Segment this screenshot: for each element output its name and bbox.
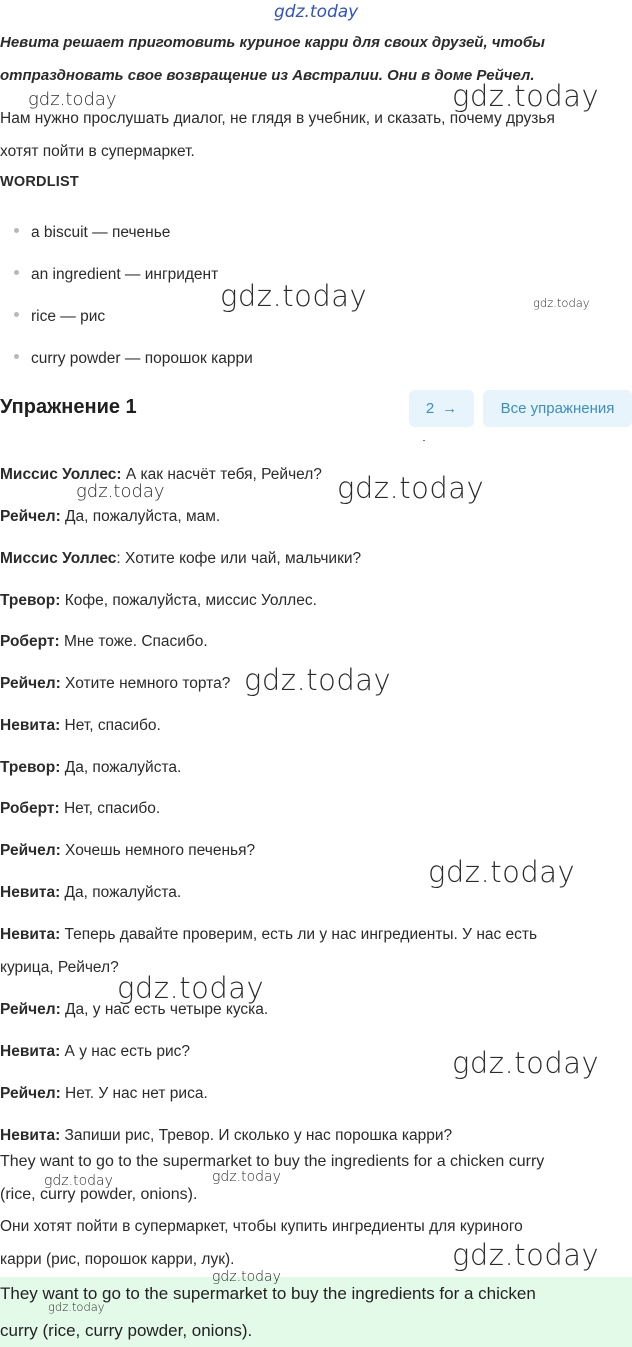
watermark: gdz.today — [428, 855, 576, 889]
exercise-title: Упражнение 1 — [0, 396, 137, 418]
bullet-icon — [14, 312, 19, 317]
wordlist-title: WORDLIST — [0, 174, 79, 190]
answer-ru-line-2: карри (рис, порошок карри, лук). — [0, 1251, 235, 1268]
watermark: gdz.today — [212, 1169, 281, 1185]
bullet-icon — [14, 270, 19, 275]
watermark: gdz.today — [533, 296, 590, 310]
dialog-line: Невита: Запиши рис, Тревор. И сколько у нас порошка карри? — [0, 1127, 453, 1144]
dialog-line: Рейчел: Да, пожалуйста, мам. — [0, 508, 221, 525]
watermark: gdz.today — [117, 971, 265, 1005]
next-exercise-button[interactable] — [409, 390, 474, 427]
dialog-line: Тревор: Да, пожалуйста. — [0, 759, 182, 776]
watermark-top: gdz.today — [274, 2, 359, 22]
answer-en-line-1: They want to go to the supermarket to buy the ingredients for a chicken curry — [0, 1153, 545, 1170]
wordlist-item: an ingredient — ингридент — [14, 266, 218, 284]
dialog-line: Невита: Нет, спасибо. — [0, 717, 161, 734]
dialog-line: Рейчел: Хочешь немного печенья? — [0, 842, 256, 859]
task-line-1: Нам нужно прослушать диалог, не глядя в учебник, и сказать, почему друзья — [0, 110, 555, 127]
watermark: gdz.today — [28, 89, 117, 110]
answer-box-line-1: They want to go to the supermarket to buy the ingredients for a chicken — [0, 1284, 536, 1303]
dialog-line: Миссис Уоллес: А как насчёт тебя, Рейчел? — [0, 466, 322, 483]
answer-en-line-2: (rice, curry powder, onions). — [0, 1186, 198, 1203]
dialog-line: Невита: Да, пожалуйста. — [0, 884, 182, 901]
intro-line-1: Невита решает приготовить куриное карри для своих друзей, чтобы — [0, 34, 545, 51]
next-exercise-label: 2 — [425, 400, 435, 417]
watermark: gdz.today — [452, 1046, 600, 1080]
watermark: gdz.today — [244, 663, 392, 697]
all-exercises-button[interactable]: Все упражнения — [483, 390, 632, 427]
watermark: gdz.today — [44, 1173, 113, 1189]
wordlist-item: curry powder — порошок карри — [14, 350, 253, 368]
watermark: gdz.today — [452, 1238, 600, 1272]
arrow-right-icon: → — [442, 400, 458, 417]
dialog-line: Невита: Теперь давайте проверим, есть ли у нас ингредиенты. У нас есть — [0, 926, 538, 943]
answer-box-line-2: curry (rice, curry powder, onions). — [0, 1321, 253, 1340]
dialog-line: Невита: А у нас есть рис? — [0, 1043, 190, 1060]
watermark: gdz.today — [452, 79, 600, 113]
task-line-2: хотят пойти в супермаркет. — [0, 143, 195, 160]
watermark: gdz.today — [48, 1300, 105, 1314]
watermark: gdz.today — [212, 1269, 281, 1285]
dialog-line: Рейчел: Да, у нас есть четыре куска. — [0, 1001, 269, 1018]
dialog-line: Тревор: Кофе, пожалуйста, миссис Уоллес. — [0, 592, 317, 609]
dialog-line: Рейчел: Хотите немного торта? — [0, 675, 231, 692]
wordlist-item: rice — рис — [14, 308, 105, 326]
dialog-line: Рейчел: Нет. У нас нет риса. — [0, 1085, 208, 1102]
dialog-line: Миссис Уоллес: Хотите кофе или чай, мальчики? — [0, 550, 362, 567]
watermark: gdz.today — [220, 279, 368, 313]
divider — [423, 440, 425, 441]
watermark: gdz.today — [76, 481, 165, 502]
dialog-line: Роберт: Нет, спасибо. — [0, 800, 161, 817]
dialog-line: Роберт: Мне тоже. Спасибо. — [0, 633, 208, 650]
answer-ru-line-1: Они хотят пойти в супермаркет, чтобы купить ингредиенты для куриного — [0, 1218, 523, 1235]
dialog-line: курица, Рейчел? — [0, 959, 119, 976]
wordlist-item: a biscuit — печенье — [14, 224, 170, 242]
bullet-icon — [14, 228, 19, 233]
bullet-icon — [14, 354, 19, 359]
watermark: gdz.today — [337, 471, 485, 505]
intro-line-2: отпраздновать свое возвращение из Австралии. Они в доме Рейчел. — [0, 67, 535, 84]
